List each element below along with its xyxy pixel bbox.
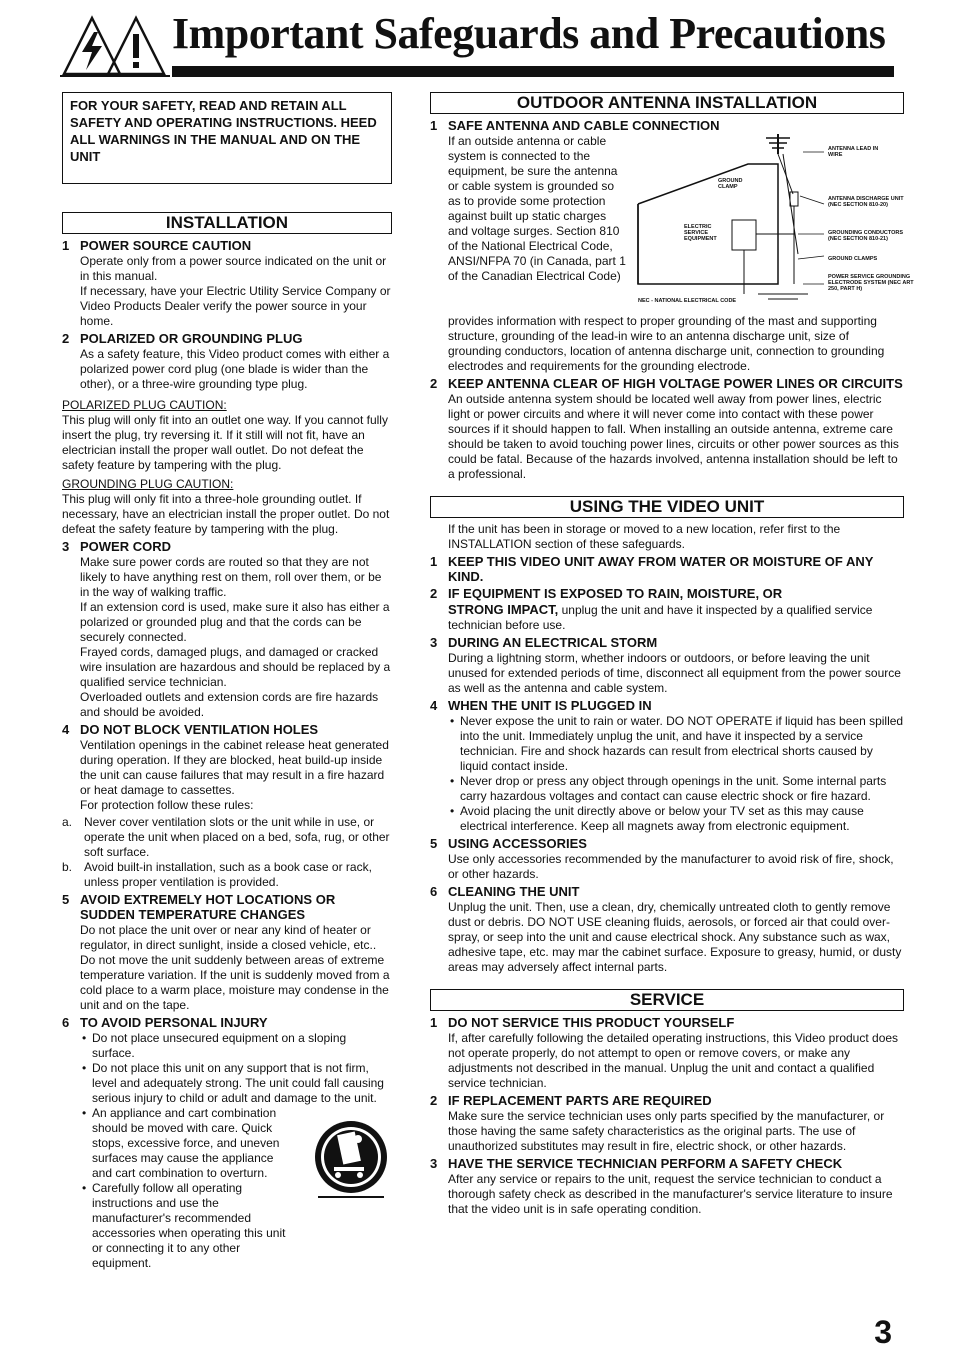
service-item-3-body [430,1172,904,1217]
page-number: 3 [874,1314,892,1350]
ventilation-rules [62,815,392,890]
paragraph: As a safety feature, this Video product comes with either a polarized power cord plug (one blade is wider than the other), or a three-wire grounding type plug. [80,347,390,391]
page-header [60,6,894,76]
item-title: POWER SOURCE CAUTION [80,238,252,253]
using-item-1-head [430,554,904,584]
paragraph: Frayed cords, damaged plugs, and damaged or cracked wire insulation are hazardous and should be replaced by a qualified service technician. [80,645,391,689]
list-item: • Never drop or press any object through openings in the unit. Some internal parts carry hazardous voltages and contact can cause electric shock or fire hazard. [460,774,904,804]
using-item-5-head [430,836,904,851]
antenna-grounding-diagram [628,134,914,314]
paragraph: Make sure the service technician uses only parts specified by the manufacturer, or those having the same safety characteristics as the original parts. The use of unauthorized substitutes may result in fire, electric shock, or other hazards. [448,1109,885,1153]
service-item-1-body [430,1031,904,1091]
item-number: 5 [430,836,438,851]
item-text: Avoid built-in installation, such as a book case or rack, unless proper ventilation is provided. [84,860,372,889]
paragraph: Do not place the unit over or near any kind of heater or regulator, in direct sunlight, inside a closed vehicle, etc.. Do not move the unit suddenly between areas of extreme temperature variation. If the unit is suddenly moved from a cold place to a warm place, moisture may condense in the unit and on the tape. [80,923,390,1012]
figure-label: ANTENNA LEAD IN WIRE [828,146,879,158]
grounding-caution-heading: GROUNDING PLUG CAUTION: [62,477,234,491]
install-item-6-head [62,1015,392,1030]
figure-label: GROUND CLAMPS [828,256,878,262]
install-item-5-body [62,923,392,1013]
service-item-2-head [430,1093,904,1108]
paragraph: Overloaded outlets and extension cords are fire hazards and should be avoided. [80,690,379,719]
polarized-caution-heading: POLARIZED PLUG CAUTION: [62,398,227,412]
paragraph: If an extension cord is used, make sure it also has either a polarized or grounded plug and that the cords can be securely connected. [80,600,390,644]
outdoor-item-2-head [430,376,904,391]
item-title: HAVE THE SERVICE TECHNICIAN PERFORM A SAFETY CHECK [448,1156,843,1171]
item-title: IF EQUIPMENT IS EXPOSED TO RAIN, MOISTURE, OR [448,586,783,601]
install-item-4-head [62,722,392,737]
install-item-1-body [62,254,392,329]
install-item-6-body [62,1031,392,1271]
cart-tip-over-icon [312,1117,390,1201]
item-number: 3 [430,635,438,650]
list-item: • Avoid placing the unit directly above or below your TV set as this may cause electrical interference. Keep all magnets away from electronic equipment. [460,804,904,834]
using-item-6-head [430,884,904,899]
outdoor-item-1-head [430,118,904,133]
figure-label: ANTENNA DISCHARGE UNIT (NEC SECTION 810-20) [828,196,904,208]
paragraph: If, after carefully following the detailed operating instructions, this Video product does not operate properly, do not attempt to open or remove covers, or make any adjustments not described in the manual. Unplug the unit and contact a qualified service technician. [448,1031,899,1090]
polarized-caution-text: This plug will only fit into an outlet one way. If you cannot fully insert the plug, try reversing it. If it still will not fit, have an electrician install the proper wall outlet. Do not defeat the safety feature by tampering with the plug. [62,413,388,472]
using-item-5-body [430,852,904,882]
safety-notice: FOR YOUR SAFETY, READ AND RETAIN ALL SAFETY AND OPERATING INSTRUCTIONS. HEED ALL WARNINGS IN THE MANUAL AND ON THE UNIT [62,92,392,184]
figure-label: ELECTRIC SERVICE EQUIPMENT [684,224,717,242]
item-number: 2 [430,1093,438,1108]
item-title-continued: STRONG IMPACT, [448,602,559,617]
install-item-2-head [62,331,392,346]
install-item-4-body [62,738,392,813]
paragraph: Unplug the unit. Then, use a clean, dry, chemically untreated cloth to gently remove dust or debris. DO NOT USE cleaning fluids, aerosols, or forced air that could over-spray, or seep into the unit and cause electrical shock. Any substance such as wax, adhesive tape, etc. may mar the cabinet surface. Exposure to greasy, humid, or dusty areas may adversely affect internal parts. [448,900,902,974]
page-title: Important Safeguards and Precautions [172,9,886,58]
item-number: 6 [430,884,438,899]
item-title: SAFE ANTENNA AND CABLE CONNECTION [448,118,720,133]
install-item-3-body [62,555,392,720]
item-number: 4 [62,722,70,737]
list-item: • An appliance and cart combination should be moved with care. Quick stops, excessive force, and uneven surfaces may cause the appliance and cart combination to overturn. [92,1106,392,1181]
using-item-6-body [430,900,904,975]
list-item: • Carefully follow all operating instructions and use the manufacturer's recommended accessories when operating this unit or connecting it to any other equipment. [92,1181,392,1271]
paragraph: Operate only from a power source indicated on the unit or in this manual. [80,254,387,283]
title-rule [172,66,894,77]
install-item-2-body [62,347,392,392]
service-heading: SERVICE [430,989,904,1011]
paragraph: Make sure power cords are routed so that they are not likely to have anything rest on them, roll over them, or be in the way of walking traffic. [80,555,382,599]
list-item [62,860,392,890]
right-column [430,92,914,1219]
item-title: TO AVOID PERSONAL INJURY [80,1015,268,1030]
using-item-3-head [430,635,904,650]
using-heading: USING THE VIDEO UNIT [430,496,904,518]
list-item: • Do not place unsecured equipment on a sloping surface. [92,1031,392,1061]
outdoor-item-2-body [430,392,904,482]
item-title: DO NOT SERVICE THIS PRODUCT YOURSELF [448,1015,735,1030]
item-number: 1 [430,1015,438,1030]
plugged-in-list [448,714,904,834]
item-number: 1 [430,554,438,569]
item-number: 2 [430,586,438,601]
list-item [62,815,392,860]
item-title: WHEN THE UNIT IS PLUGGED IN [448,698,652,713]
paragraph: For protection follow these rules: [80,798,254,812]
paragraph: unplug the unit and have it inspected by a qualified service technician before use. [448,603,873,632]
figure-label: GROUNDING CONDUCTORS (NEC SECTION 810-21) [828,230,904,242]
item-title: DO NOT BLOCK VENTILATION HOLES [80,722,319,737]
item-title: KEEP THIS VIDEO UNIT AWAY FROM WATER OR MOISTURE OF ANY KIND. [448,554,874,584]
using-item-4-body [430,714,904,834]
service-item-2-body [430,1109,904,1154]
list-item: • Never expose the unit to rain or water. DO NOT OPERATE if liquid has been spilled into the unit. Immediately unplug the unit, and have it inspected by a service technician. Fire and shock hazards can result from electrical shorts caused by liquid contact inside. [460,714,904,774]
item-number: 4 [430,698,438,713]
item-number: 2 [62,331,70,346]
item-letter: a. [62,815,73,829]
install-item-3-head [62,539,392,554]
paragraph: If necessary, have your Electric Utility Service Company or Video Products Dealer verify the power source in your home. [80,284,391,328]
paragraph: An outside antenna system should be located well away from power lines, electric light or power circuits and where it will never come into contact with these power sources if it should happen to fall. When installing an outside antenna, extreme care should be taken to avoid touching power lines, circuits or other power sources as this could be fatal. Because of the hazards involved, antenna installation should be left to a professional. [448,392,899,481]
item-number: 5 [62,892,70,907]
paragraph: Use only accessories recommended by the manufacturer to avoid risk of fire, shock, or other hazards. [448,852,894,881]
paragraph: Ventilation openings in the cabinet release heat generated during operation. If they are blocked, heat build-up inside the unit can cause failures that may result in a fire hazard or heat damage to cassettes. [80,738,389,797]
outdoor-heading: OUTDOOR ANTENNA INSTALLATION [430,92,904,114]
left-column [62,92,392,1273]
item-letter: b. [62,860,73,874]
paragraph: After any service or repairs to the unit, request the service technician to conduct a thorough safety check as described in the manufacturer's service literature to insure that the video unit is in safe operating condition. [448,1172,893,1216]
item-title: POWER CORD [80,539,171,554]
item-title: DURING AN ELECTRICAL STORM [448,635,658,650]
grounding-caution-text: This plug will only fit into a three-hole grounding outlet. If necessary, have an electrician install the proper outlet. Do not defeat the safety feature by tampering with the plug. [62,492,390,536]
paragraph: provides information with respect to proper grounding of the mast and supporting structure, grounding of the lead-in wire to an antenna discharge unit, size of grounding conductors, location of antenna discharge unit, connection to grounding electrodes and requirements for the grounding electrode. [448,314,885,373]
service-item-1-head [430,1015,904,1030]
install-item-5-head [62,892,392,922]
outdoor-item-1-body [430,134,914,374]
using-intro: If the unit has been in storage or moved to a new location, refer first to the INSTALLATION section of these safeguards. [448,522,841,551]
paragraph: If an outside antenna or cable system is connected to the equipment, be sure the antenna or cable system is grounded so as to provide some protection against built up static charges and voltage surges. Section 810 of the National Electrical Code, ANSI/NFPA 70 (in Canada, part 1 of the Canadian Electrical Code) [448,134,626,283]
item-title: USING ACCESSORIES [448,836,587,851]
install-item-1-head [62,238,392,253]
item-number: 1 [430,118,438,133]
item-number: 3 [430,1156,438,1171]
warning-icons [60,12,170,78]
item-number: 3 [62,539,70,554]
item-title: CLEANING THE UNIT [448,884,580,899]
list-item: • Do not place this unit on any support that is not firm, level and adequately strong. The unit could fall causing serious injury to child or adult and damage to the unit. [92,1061,392,1106]
installation-heading: INSTALLATION [62,212,392,234]
item-number: 1 [62,238,70,253]
item-number: 2 [430,376,438,391]
item-text: Never cover ventilation slots or the unit while in use, or operate the unit when placed on a bed, sofa, rug, or other soft surface. [84,815,390,859]
figure-label: GROUND CLAMP [718,178,743,190]
item-title: IF REPLACEMENT PARTS ARE REQUIRED [448,1093,712,1108]
using-item-2-head [430,586,904,601]
using-item-3-body [430,651,904,696]
service-item-3-head [430,1156,904,1171]
item-title: KEEP ANTENNA CLEAR OF HIGH VOLTAGE POWER LINES OR CIRCUITS [448,376,903,391]
item-number: 6 [62,1015,70,1030]
figure-label: NEC - NATIONAL ELECTRICAL CODE [638,298,737,304]
item-title: POLARIZED OR GROUNDING PLUG [80,331,303,346]
using-item-2-body [430,602,904,633]
paragraph: During a lightning storm, whether indoors or outdoors, or before leaving the unit unused for extended periods of time, disconnect all equipment from the power source as well as the antenna and cable system. [448,651,901,695]
using-item-4-head [430,698,904,713]
figure-label: POWER SERVICE GROUNDING ELECTRODE SYSTEM (NEC ART 250, PART H) [828,274,914,292]
item-title: AVOID EXTREMELY HOT LOCATIONS OR SUDDEN TEMPERATURE CHANGES [80,892,336,922]
